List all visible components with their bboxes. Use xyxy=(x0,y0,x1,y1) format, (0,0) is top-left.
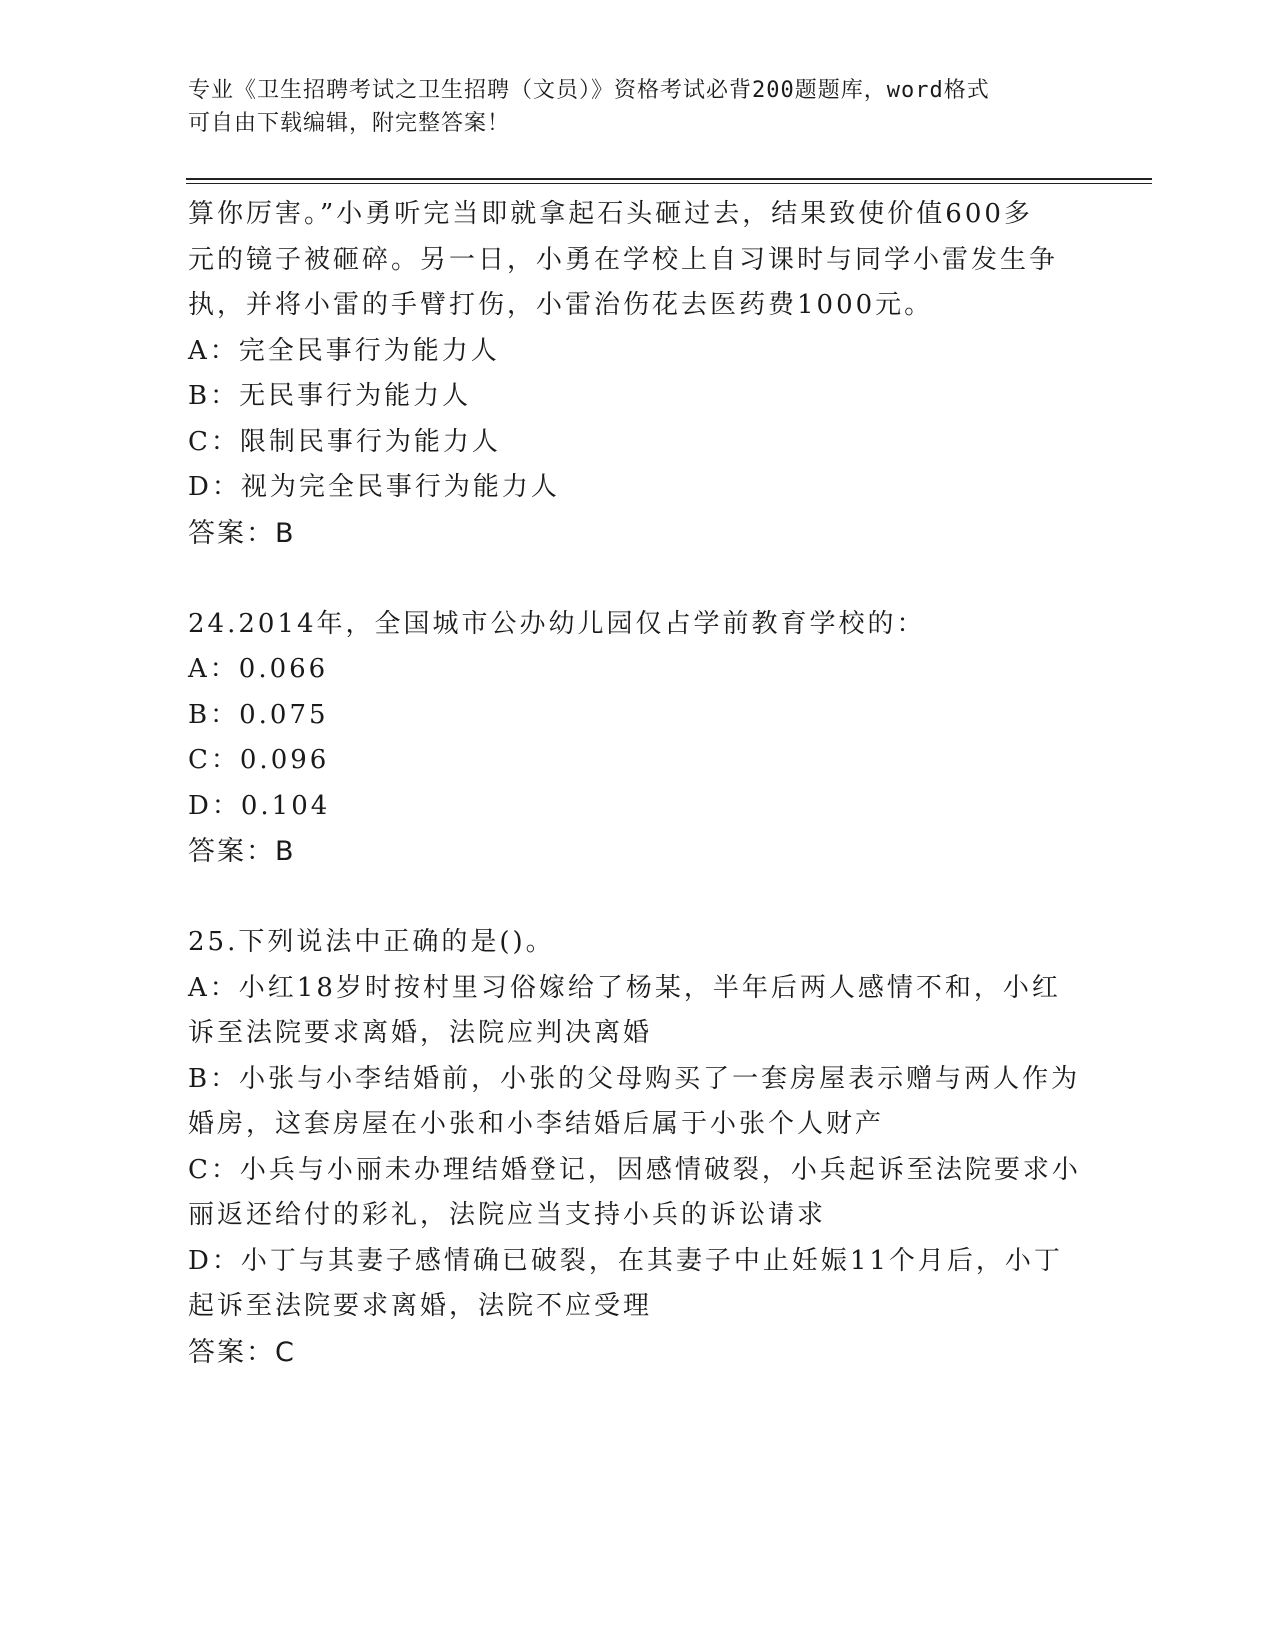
option-a-line: A：小红18岁时按村里习俗嫁给了杨某，半年后两人感情不和，小红 xyxy=(188,972,1061,1003)
question-23 xyxy=(188,192,1088,556)
question-stem-line: 执，并将小雷的手臂打伤，小雷治伤花去医药费1000元。 xyxy=(188,290,934,320)
option-d: D：0.104 xyxy=(188,790,331,821)
option-b: B：0.075 xyxy=(188,699,329,730)
option-a: A：0.066 xyxy=(188,654,329,684)
option-d-line: 起诉至法院要求离婚，法院不应受理 xyxy=(188,1291,653,1321)
spacer xyxy=(188,875,1088,921)
option-a-line: 诉至法院要求离婚，法院应判决离婚 xyxy=(188,1018,653,1048)
option-a: A：完全民事行为能力人 xyxy=(188,335,500,366)
answer-label: 答案：B xyxy=(188,836,296,867)
header-line-2: 可自由下载编辑，附完整答案！ xyxy=(188,111,511,136)
option-b-line: 婚房，这套房屋在小张和小李结婚后属于小张个人财产 xyxy=(188,1109,885,1139)
question-stem-line: 算你厉害。”小勇听完当即就拿起石头砸过去，结果致使价值600多 xyxy=(188,199,1033,229)
option-b-line: B：小张与小李结婚前，小张的父母购买了一套房屋表示赠与两人作为 xyxy=(188,1063,1081,1094)
option-d: D：视为完全民事行为能力人 xyxy=(188,472,560,502)
document-body xyxy=(188,192,1088,1375)
header-rule-thick xyxy=(186,178,1152,180)
option-b: B：无民事行为能力人 xyxy=(188,381,472,411)
question-24 xyxy=(188,602,1088,875)
option-c-line: 丽返还给付的彩礼，法院应当支持小兵的诉讼请求 xyxy=(188,1200,827,1230)
question-25 xyxy=(188,920,1088,1375)
option-d-line: D：小丁与其妻子感情确已破裂，在其妻子中止妊娠11个月后，小丁 xyxy=(188,1245,1063,1276)
question-stem: 24.2014年，全国城市公办幼儿园仅占学前教育学校的： xyxy=(188,608,926,639)
question-stem-line: 元的镜子被砸碎。另一日，小勇在学校上自习课时与同学小雷发生争 xyxy=(188,244,1059,275)
header-line-1: 专业《卫生招聘考试之卫生招聘（文员）》资格考试必背200题题库，word格式 xyxy=(188,78,990,103)
option-c: C：限制民事行为能力人 xyxy=(188,426,501,457)
answer-label: 答案：B xyxy=(188,517,296,549)
header-rule-thin xyxy=(186,183,1152,184)
spacer xyxy=(188,556,1088,602)
question-stem: 25.下列说法中正确的是()。 xyxy=(188,927,555,957)
option-c: C：0.096 xyxy=(188,745,330,775)
answer-label: 答案：C xyxy=(188,1336,296,1368)
option-c-line: C：小兵与小丽未办理结婚登记，因感情破裂，小兵起诉至法院要求小 xyxy=(188,1154,1081,1185)
document-header xyxy=(188,74,1088,140)
